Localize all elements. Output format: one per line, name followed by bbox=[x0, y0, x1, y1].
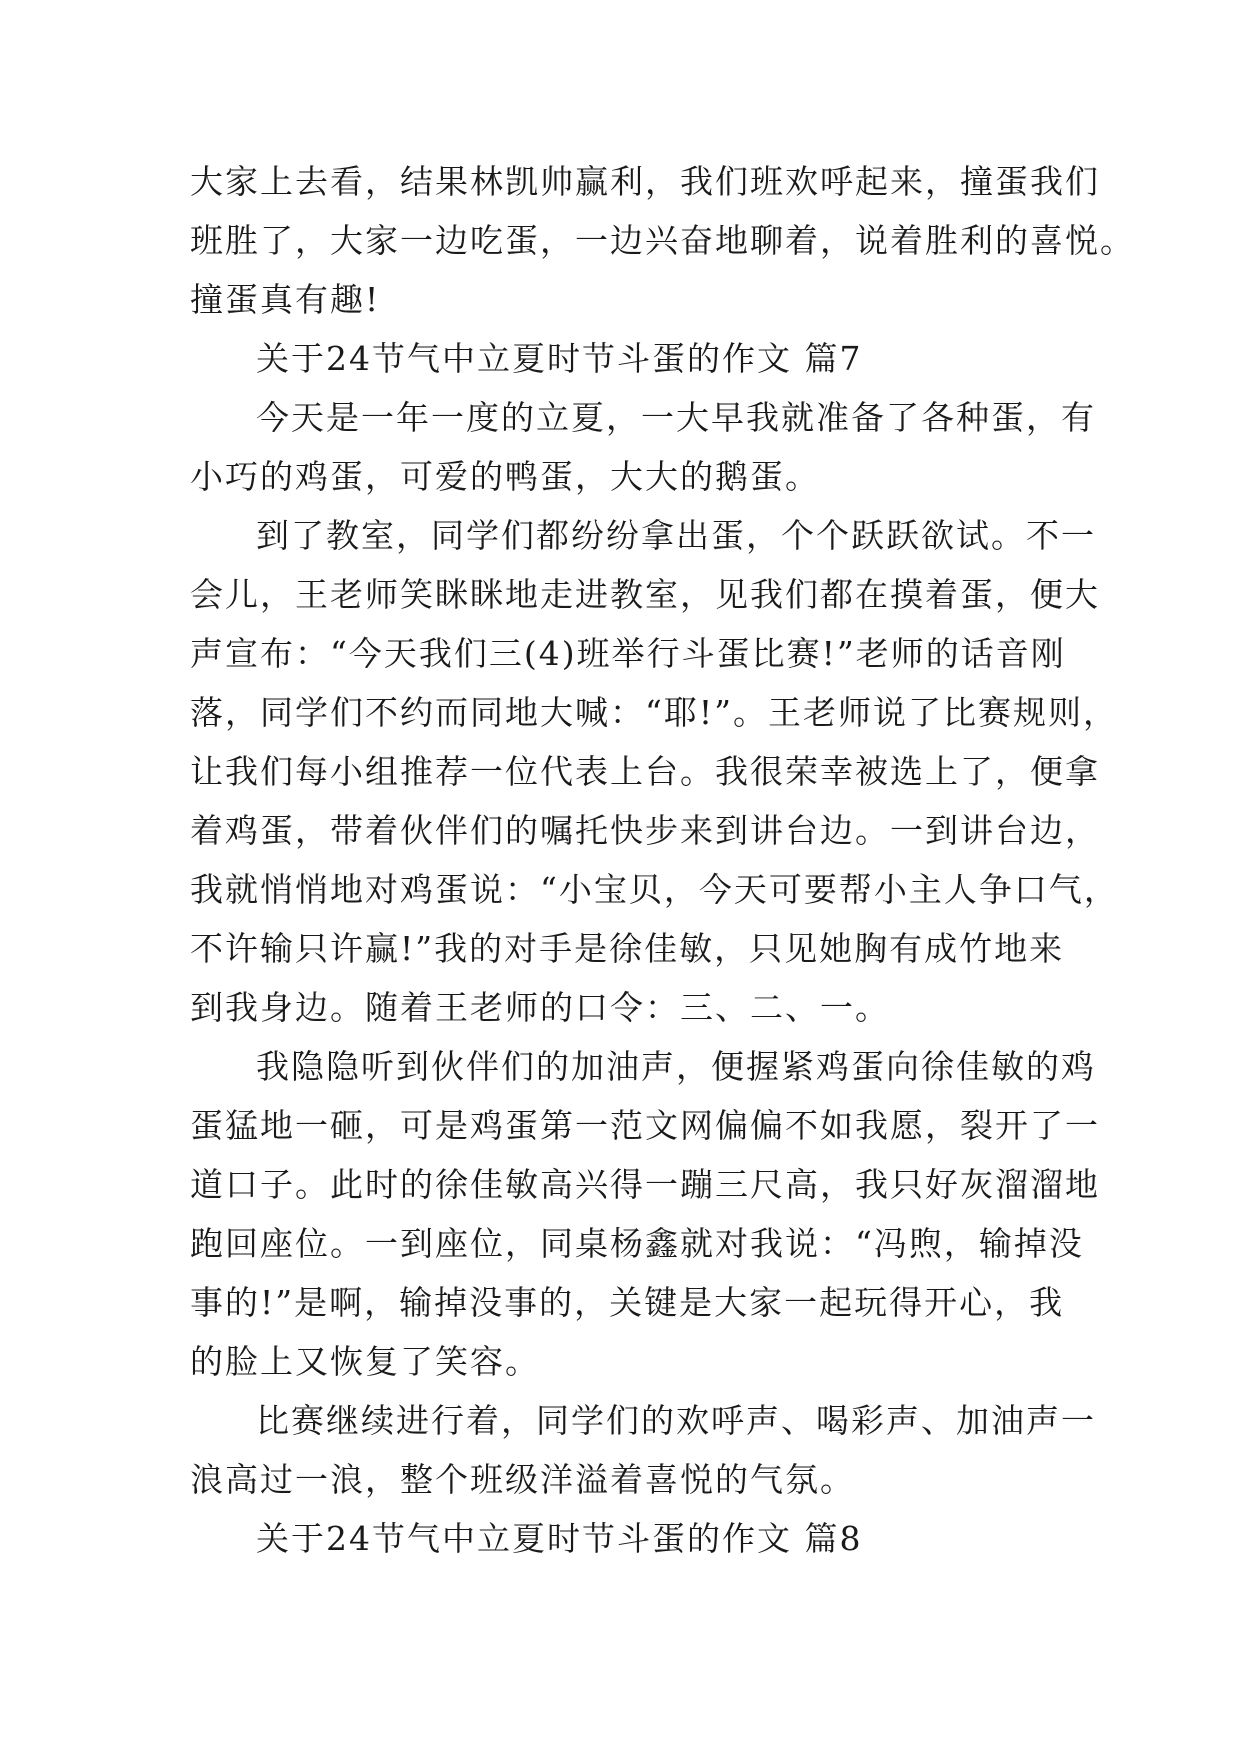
paragraph-line: 事的!”是啊，输掉没事的，关键是大家一起玩得开心，我 bbox=[190, 1283, 1065, 1322]
paragraph-line: 小巧的鸡蛋，可爱的鸭蛋，大大的鹅蛋。 bbox=[190, 457, 820, 496]
paragraph-line: 跑回座位。一到座位，同桌杨鑫就对我说：“冯煦，输掉没 bbox=[190, 1224, 1084, 1263]
paragraph-line: 班胜了，大家一边吃蛋，一边兴奋地聊着，说着胜利的喜悦。 bbox=[190, 221, 1135, 260]
paragraph-line: 比赛继续进行着，同学们的欢呼声、喝彩声、加油声一 bbox=[256, 1401, 1096, 1440]
paragraph-line: 的脸上又恢复了笑容。 bbox=[190, 1342, 540, 1381]
paragraph-line: 到了教室，同学们都纷纷拿出蛋，个个跃跃欲试。不一 bbox=[256, 516, 1096, 555]
paragraph-line: 落，同学们不约而同地大喊：“耶!”。王老师说了比赛规则， bbox=[190, 693, 1119, 732]
paragraph-line: 浪高过一浪，整个班级洋溢着喜悦的气氛。 bbox=[190, 1460, 855, 1499]
paragraph-line: 今天是一年一度的立夏，一大早我就准备了各种蛋，有 bbox=[256, 398, 1096, 437]
section-heading-7: 关于24节气中立夏时节斗蛋的作文 篇7 bbox=[256, 339, 863, 378]
paragraph-line: 声宣布：“今天我们三(4)班举行斗蛋比赛!”老师的话音刚 bbox=[190, 634, 1066, 673]
paragraph-line: 会儿，王老师笑眯眯地走进教室，见我们都在摸着蛋，便大 bbox=[190, 575, 1100, 614]
paragraph-line: 撞蛋真有趣! bbox=[190, 280, 381, 319]
paragraph-line: 道口子。此时的徐佳敏高兴得一蹦三尺高，我只好灰溜溜地 bbox=[190, 1165, 1100, 1204]
document-body bbox=[190, 152, 1135, 1568]
paragraph-line: 我隐隐听到伙伴们的加油声，便握紧鸡蛋向徐佳敏的鸡 bbox=[256, 1047, 1096, 1086]
section-heading-8: 关于24节气中立夏时节斗蛋的作文 篇8 bbox=[256, 1519, 863, 1558]
paragraph-line: 不许输只许赢!”我的对手是徐佳敏，只见她胸有成竹地来 bbox=[190, 929, 1065, 968]
paragraph-line: 蛋猛地一砸，可是鸡蛋第一范文网偏偏不如我愿，裂开了一 bbox=[190, 1106, 1100, 1145]
paragraph-line: 让我们每小组推荐一位代表上台。我很荣幸被选上了，便拿 bbox=[190, 752, 1100, 791]
paragraph-line: 到我身边。随着王老师的口令：三、二、一。 bbox=[190, 988, 890, 1027]
paragraph-line: 着鸡蛋，带着伙伴们的嘱托快步来到讲台边。一到讲台边， bbox=[190, 811, 1100, 850]
paragraph-line: 我就悄悄地对鸡蛋说：“小宝贝，今天可要帮小主人争口气， bbox=[190, 870, 1119, 909]
paragraph-line: 大家上去看，结果林凯帅赢利，我们班欢呼起来，撞蛋我们 bbox=[190, 162, 1100, 201]
